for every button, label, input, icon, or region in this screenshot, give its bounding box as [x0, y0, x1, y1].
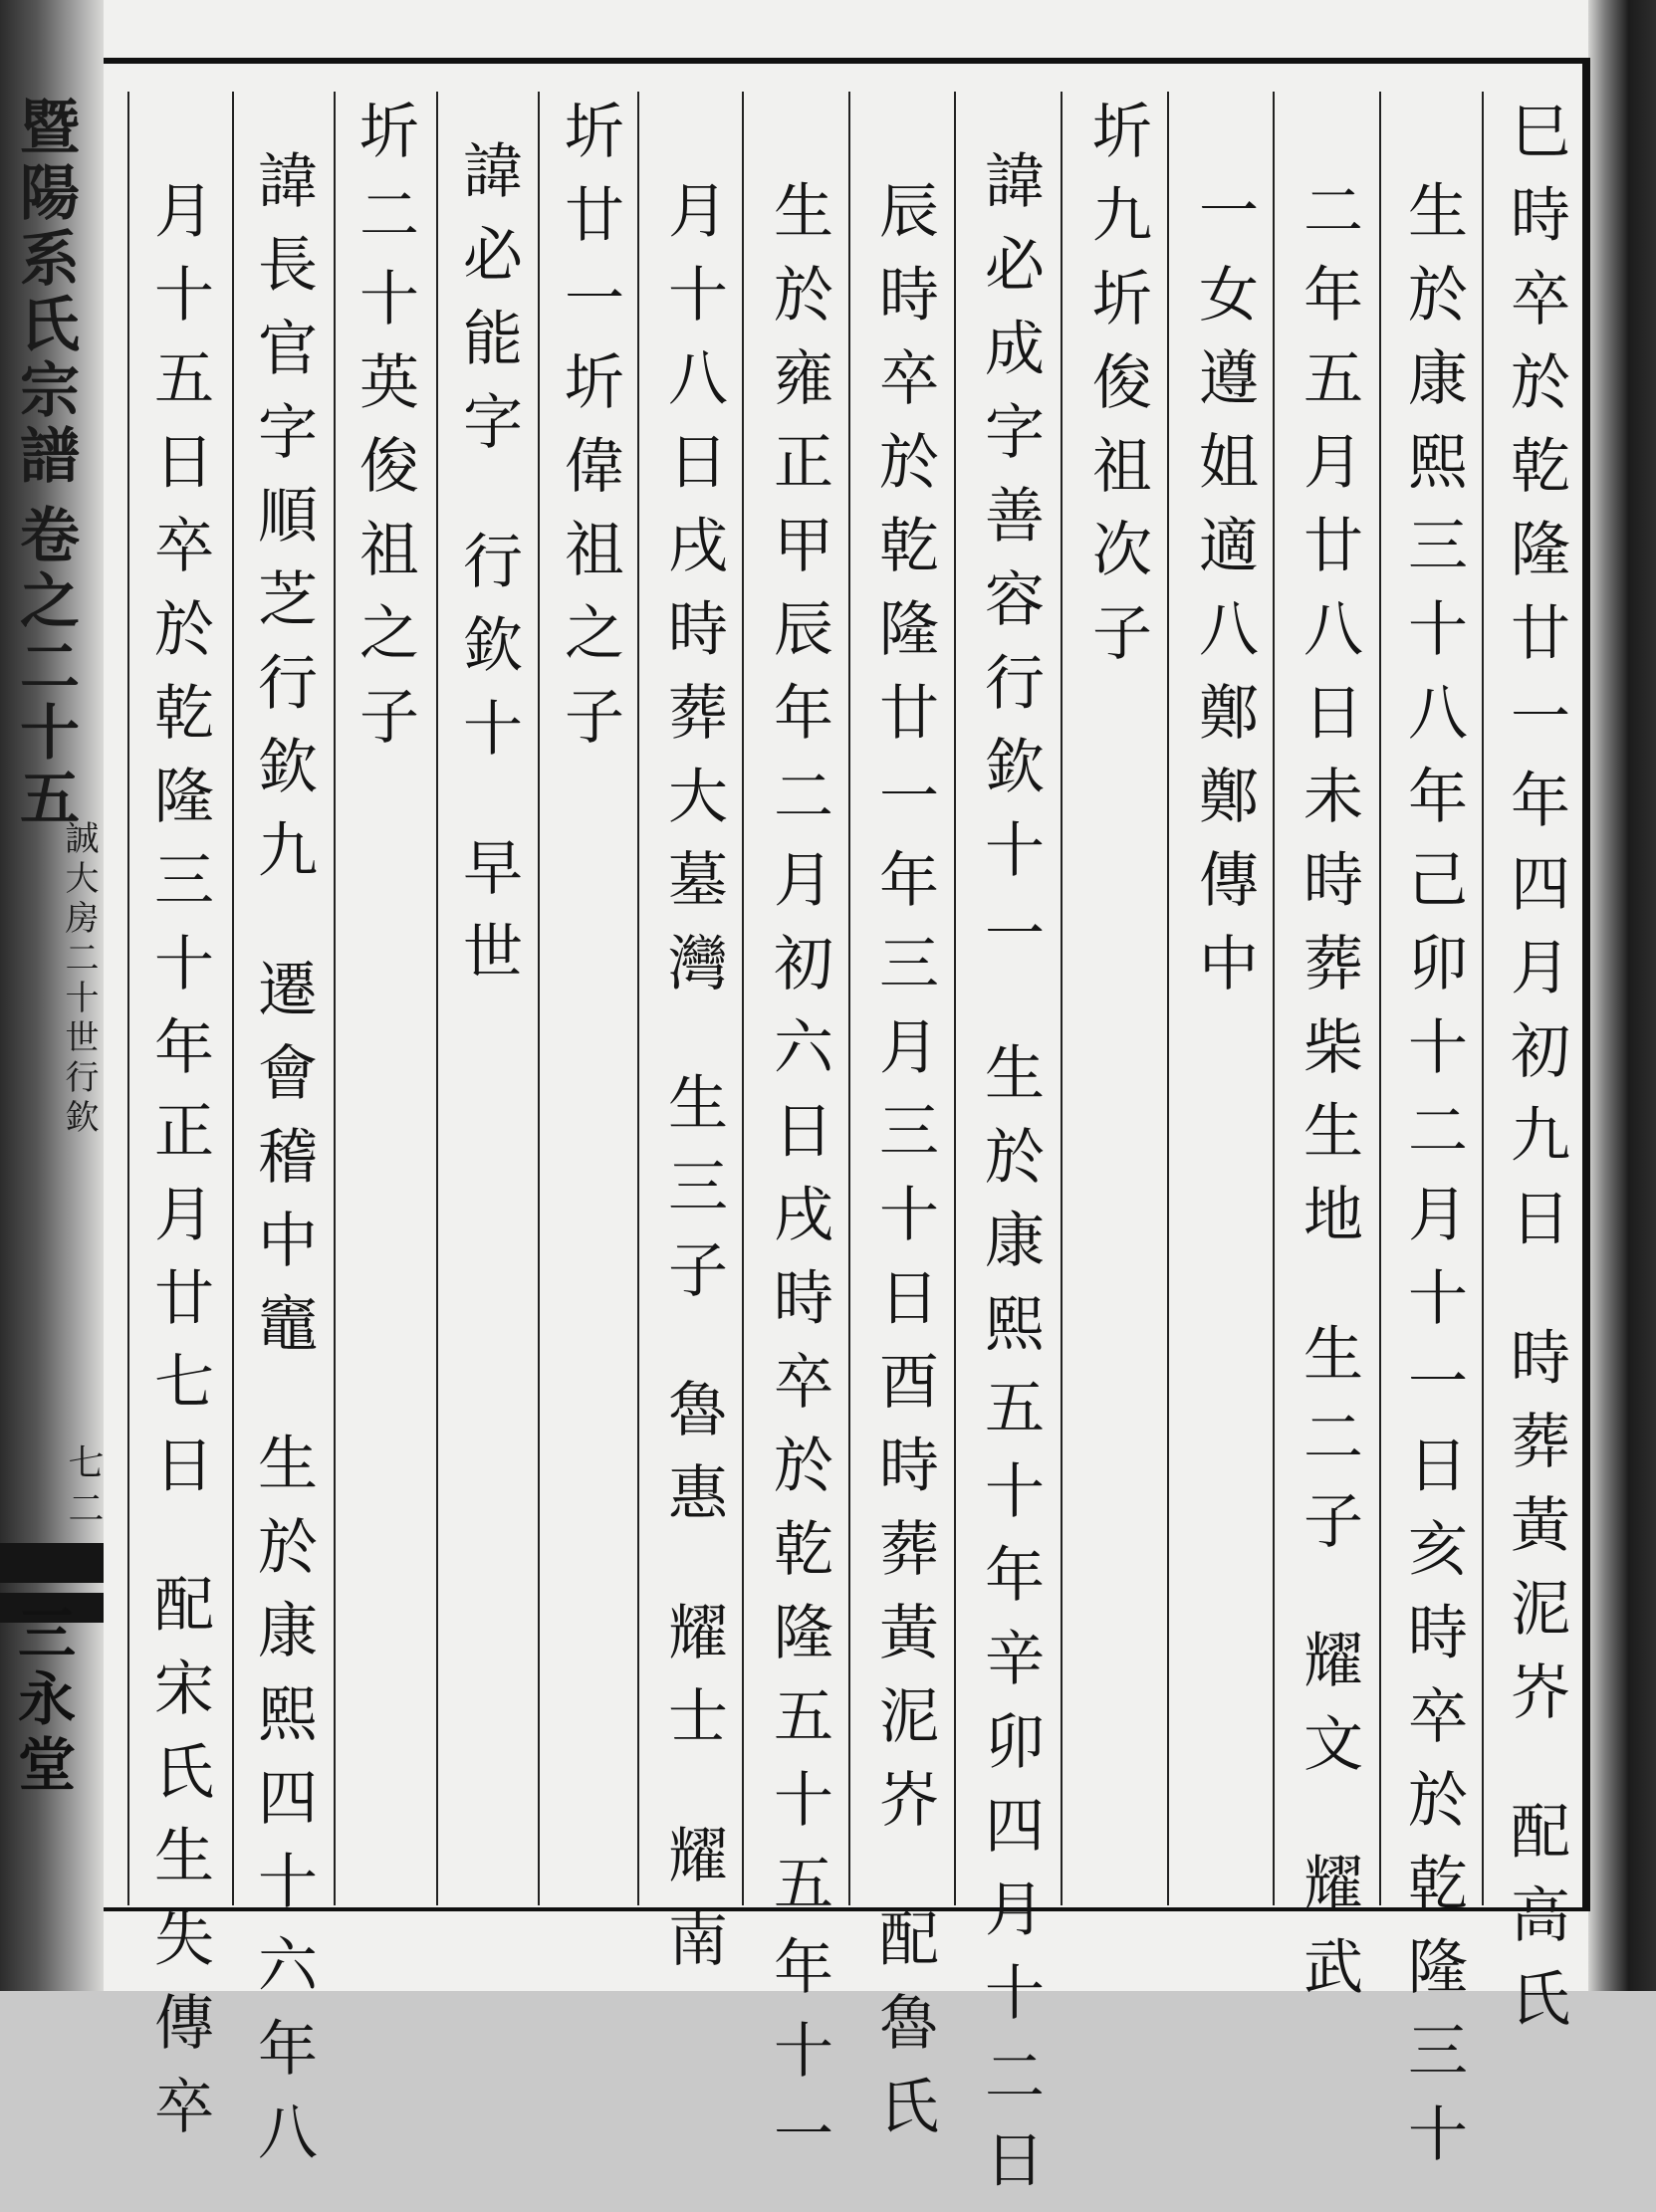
text-column — [976, 149, 1044, 2212]
text-segment: 配高氏 — [1501, 1800, 1570, 2051]
text-segment: 圻二十英俊祖之子 — [350, 100, 419, 769]
text-segment: 生於康熙三十八年己卯十二月十一日亥時卒於乾隆三十 — [1398, 179, 1468, 2186]
page-number: 七二 — [63, 1443, 104, 1535]
text-column — [870, 179, 938, 2158]
column-rule — [232, 92, 234, 1905]
text-segment: 圻九圻俊祖次子 — [1082, 100, 1152, 685]
column-rule — [334, 92, 336, 1905]
text-column — [145, 179, 213, 2158]
volume-text: 卷之二十五 — [10, 504, 80, 832]
text-column — [659, 179, 727, 1991]
text-segment: 圻廿一圻偉祖之子 — [555, 100, 624, 769]
text-segment: 生二子 — [1294, 1322, 1363, 1573]
text-segment: 耀文 — [1294, 1629, 1363, 1796]
text-segment: 一女遵姐適八鄭鄭傳中 — [1189, 179, 1259, 1015]
text-segment: 辰時卒於乾隆廿一年三月三十日酉時葬黃泥岕 — [869, 179, 939, 1852]
text-segment: 生於康熙五十年辛卯四月十二日 — [975, 1041, 1045, 2212]
text-segment: 月十八日戌時葬大墓灣 — [658, 179, 728, 1015]
text-segment: 魯惠 — [658, 1378, 728, 1545]
text-segment: 諱必能字 — [453, 139, 523, 474]
text-column — [454, 139, 522, 1003]
column-rule — [1379, 92, 1381, 1905]
text-column — [1399, 179, 1467, 2186]
hall-name: 三永堂 — [8, 1603, 76, 1800]
text-column — [765, 179, 832, 2186]
text-segment: 耀武 — [1294, 1852, 1363, 2019]
book-title — [2, 96, 88, 832]
text-segment: 諱必成字善容行欽十一 — [975, 149, 1045, 986]
text-segment: 生於康熙四十六年八 — [248, 1432, 318, 2184]
column-rule — [848, 92, 850, 1905]
text-segment: 諱長官字順芝行欽九 — [248, 149, 318, 902]
text-column — [1190, 179, 1258, 1015]
text-segment: 月十五日卒於乾隆三十年正月廿七日 — [144, 179, 214, 1517]
text-segment: 行欽十 — [453, 530, 523, 780]
text-segment: 時葬黃泥岕 — [1501, 1326, 1570, 1744]
column-rule — [1167, 92, 1169, 1905]
column-rule — [1273, 92, 1275, 1905]
text-segment: 生三子 — [658, 1071, 728, 1322]
text-segment: 巳時卒於乾隆廿一年四月初九日 — [1501, 100, 1570, 1270]
text-segment: 耀南 — [658, 1824, 728, 1991]
text-segment: 配魯氏 — [869, 1907, 939, 2158]
text-segment: 二年五月廿八日未時葬柴生地 — [1294, 179, 1363, 1266]
text-segment: 配宋氏生失傳卒 — [144, 1573, 214, 2158]
column-rule — [742, 92, 744, 1905]
column-rule — [637, 92, 639, 1905]
column-rule — [954, 92, 956, 1905]
column-rule — [1482, 92, 1484, 1905]
right-edge — [1588, 0, 1656, 1991]
text-segment: 早世 — [453, 836, 523, 1003]
title-text: 暨陽系氏宗譜 — [10, 96, 80, 490]
margin-note: 誠大房二十世行欽 — [59, 820, 99, 1139]
column-rule — [127, 92, 129, 1905]
page-frame — [104, 58, 1590, 1911]
text-column — [556, 100, 623, 769]
text-column — [249, 149, 317, 2184]
text-column — [1295, 179, 1362, 2019]
column-rule — [436, 92, 438, 1905]
text-segment: 生於雍正甲辰年二月初六日戌時卒於乾隆五十五年十一 — [764, 179, 833, 2186]
text-column — [1502, 100, 1569, 2051]
text-column — [351, 100, 418, 769]
column-rule — [1061, 92, 1063, 1905]
text-segment: 耀士 — [658, 1601, 728, 1768]
text-column — [1083, 100, 1151, 685]
column-rule — [538, 92, 540, 1905]
text-segment: 遷會稽中竈 — [248, 958, 318, 1376]
ink-band — [0, 1543, 104, 1583]
